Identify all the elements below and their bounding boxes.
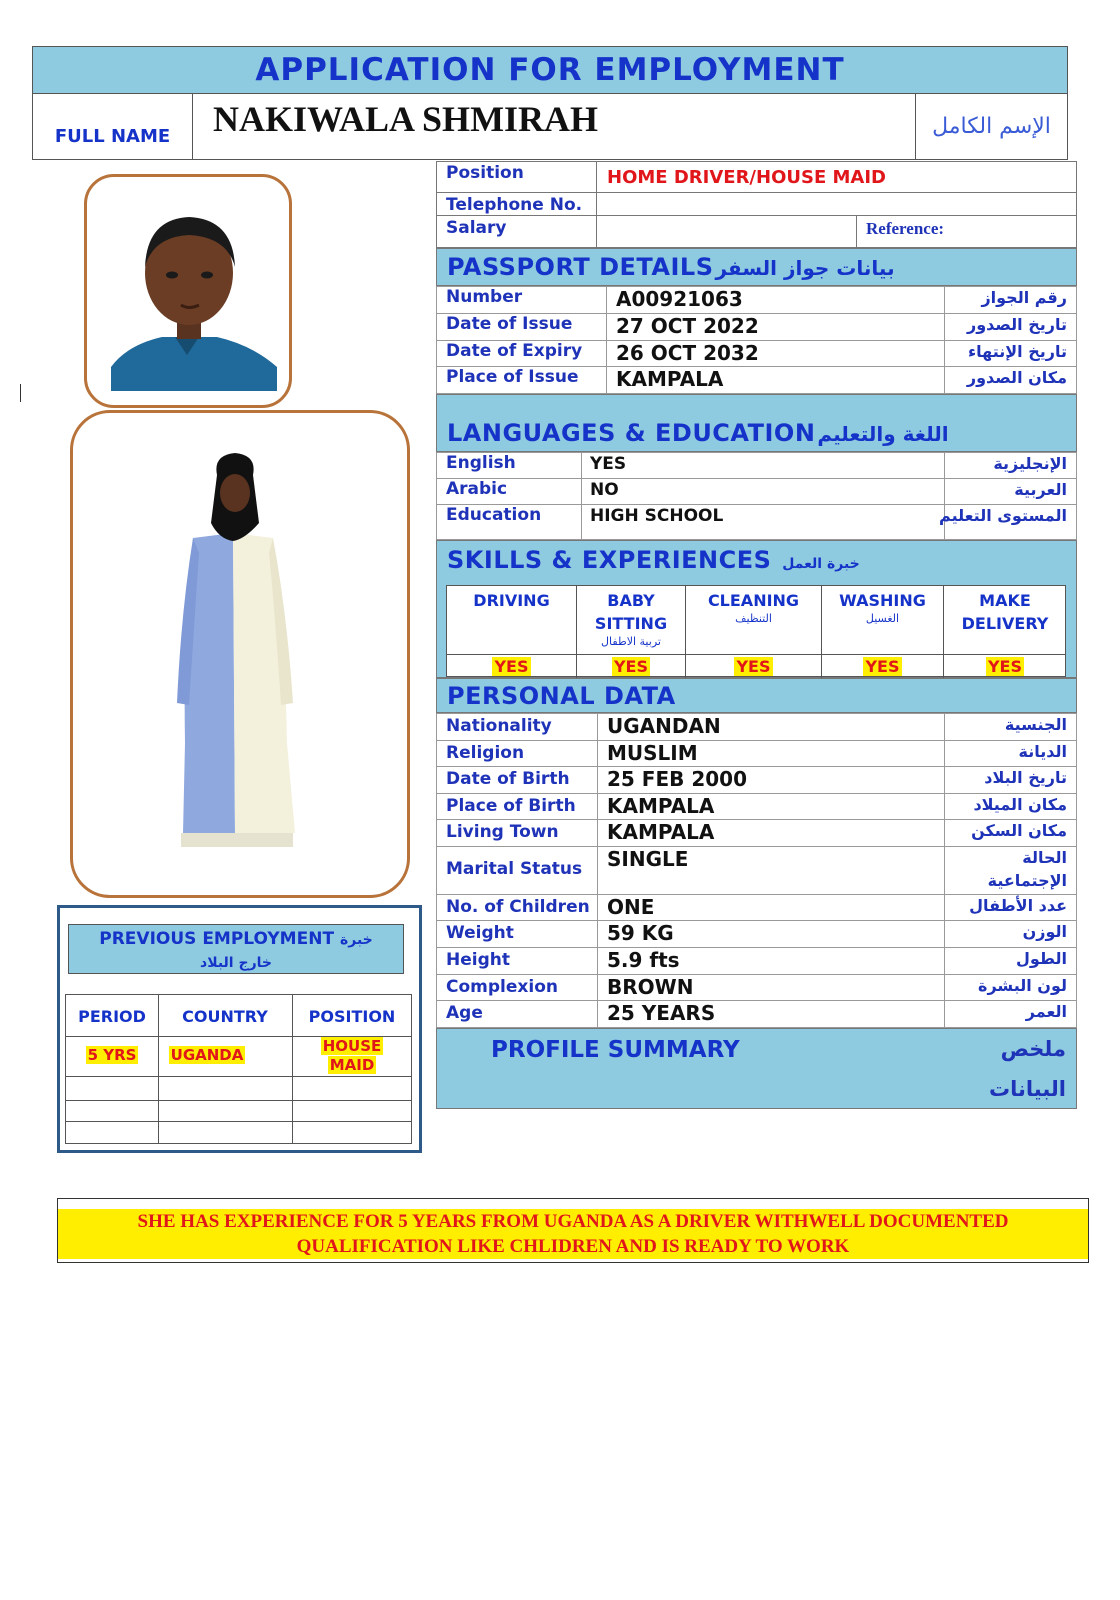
reference-label: Reference: — [866, 219, 945, 238]
personal-row-value: BROWN — [607, 975, 694, 999]
table-row-position — [292, 1037, 412, 1075]
personal-row-label-ar: الديانة — [1018, 742, 1067, 761]
passport-row-label-ar: مكان الصدور — [966, 368, 1067, 387]
passport-row-label-ar: تاريخ الإنتهاء — [967, 342, 1067, 361]
full-body-photo — [70, 410, 410, 898]
personal-row-value: 59 KG — [607, 921, 674, 945]
profile-summary-header — [436, 1028, 1077, 1109]
skill-name: MAKE — [979, 591, 1031, 610]
personal-row-label-ar: مكان السكن — [971, 821, 1067, 840]
skill-value-cell — [686, 654, 821, 678]
personal-row-label: Age — [446, 1003, 483, 1023]
previous-employment-table — [65, 994, 412, 1144]
skill-column — [686, 586, 822, 678]
page-title: APPLICATION FOR EMPLOYMENT — [255, 52, 845, 88]
personal-row-value: 25 FEB 2000 — [607, 767, 747, 791]
previous-employment-title-ar-2: خارج البلاد — [200, 955, 272, 971]
skill-name: WASHING — [839, 591, 926, 610]
position-header: POSITION — [308, 1007, 396, 1026]
passport-row-label-ar: تاريخ الصدور — [967, 315, 1067, 334]
personal-row-label: Weight — [446, 923, 514, 943]
period-header: PERIOD — [78, 1007, 146, 1026]
telephone-label: Telephone No. — [446, 195, 583, 215]
skill-column — [577, 586, 686, 678]
language-row-label: Arabic — [446, 479, 508, 499]
portrait-photo — [84, 174, 292, 408]
skill-name-line-2: SITTING — [594, 614, 668, 633]
language-row-value: YES — [590, 454, 627, 474]
passport-row-label-ar: رقم الجواز — [981, 288, 1067, 307]
skill-value-cell — [577, 654, 685, 678]
skills-title-ar: خبرة العمل — [782, 556, 860, 572]
skill-value-cell — [822, 654, 943, 678]
full-name-row — [32, 94, 1068, 160]
portrait-photo-image — [87, 177, 289, 405]
full-name-label: FULL NAME — [33, 94, 193, 159]
profile-summary-title-ar-1: ملخص — [1000, 1037, 1066, 1061]
personal-row-label: Complexion — [446, 977, 558, 997]
skill-column — [944, 586, 1066, 678]
languages-title: LANGUAGES & EDUCATION — [447, 419, 816, 447]
personal-row-label-ar: مكان الميلاد — [973, 795, 1067, 814]
text-cursor-mark — [20, 384, 21, 402]
country-header: COUNTRY — [182, 1007, 268, 1026]
previous-employment-title: PREVIOUS EMPLOYMENT — [99, 929, 335, 949]
table-row-period — [66, 1046, 158, 1065]
personal-row-label: Living Town — [446, 822, 559, 842]
languages-section-header — [436, 394, 1077, 452]
passport-title-ar: بيانات جواز السفر — [715, 256, 895, 280]
personal-row-label-ar: الوزن — [1022, 922, 1067, 941]
passport-row-value: A00921063 — [616, 287, 743, 311]
profile-summary-title-ar-2: البيانات — [989, 1077, 1066, 1101]
passport-row-label: Date of Expiry — [446, 341, 583, 361]
personal-row-label-ar: لون البشرة — [978, 976, 1067, 995]
languages-table — [436, 452, 1077, 540]
personal-row-label: Nationality — [446, 716, 552, 736]
language-row-label-ar: العربية — [1014, 480, 1067, 499]
personal-row-label: Height — [446, 950, 510, 970]
personal-row-label-ar: تاريخ البلاد — [984, 768, 1067, 787]
languages-title-ar: اللغة والتعليم — [817, 422, 949, 446]
table-row-country — [158, 1046, 256, 1065]
skill-name-ar: الغسيل — [865, 612, 900, 625]
full-body-photo-image — [73, 413, 407, 895]
skill-name-line-2: DELIVERY — [961, 614, 1049, 633]
previous-employment-header — [68, 924, 404, 974]
position-label: Position — [446, 163, 524, 183]
language-row-label-ar: الإنجليزية — [993, 454, 1067, 473]
skill-value-yes: YES — [613, 657, 649, 676]
skill-value-yes: YES — [494, 657, 529, 676]
skill-value-cell — [944, 654, 1066, 678]
period-value: 5 YRS — [87, 1046, 137, 1064]
skill-value-yes: YES — [865, 657, 900, 676]
skill-name: DRIVING — [473, 591, 550, 610]
personal-row-label-ar: الجنسية — [1004, 715, 1067, 734]
salary-label: Salary — [446, 218, 507, 238]
skill-value-cell — [447, 654, 576, 678]
personal-row-value: KAMPALA — [607, 820, 715, 844]
personal-row-label-ar: الحالة — [1022, 848, 1067, 867]
language-row-value: NO — [590, 480, 619, 500]
personal-row-label-ar: عدد الأطفال — [969, 896, 1067, 915]
profile-summary-title: PROFILE SUMMARY — [491, 1037, 740, 1063]
summary-line-1: SHE HAS EXPERIENCE FOR 5 YEARS FROM UGANDA AS A DRIVER WITHWELL DOCUMENTED — [137, 1211, 1009, 1232]
position-value: HOME DRIVER/HOUSE MAID — [607, 167, 886, 188]
skill-name: CLEANING — [707, 591, 800, 610]
summary-box — [57, 1198, 1089, 1263]
previous-employment-title-ar-1: خبرة — [339, 932, 373, 948]
personal-row-value: 25 YEARS — [607, 1001, 716, 1025]
language-row-label: Education — [446, 505, 542, 525]
skill-name: BABY — [607, 591, 655, 610]
skill-name-ar: تربية الاطفال — [601, 635, 661, 648]
language-row-label: English — [446, 453, 516, 473]
skill-column — [447, 586, 577, 678]
personal-row-label: No. of Children — [446, 897, 590, 917]
passport-row-value: 26 OCT 2032 — [616, 341, 759, 365]
personal-row-label: Place of Birth — [446, 796, 576, 816]
personal-row-label: Date of Birth — [446, 769, 570, 789]
language-row-label-ar: المستوى التعليم — [939, 506, 1067, 525]
position-value-2: MAID — [329, 1056, 375, 1074]
personal-row-value: SINGLE — [607, 847, 689, 871]
passport-row-value: 27 OCT 2022 — [616, 314, 759, 338]
personal-title: PERSONAL DATA — [447, 682, 676, 710]
passport-row-label: Date of Issue — [446, 314, 573, 334]
personal-row-label: Religion — [446, 743, 525, 763]
country-value: UGANDA — [170, 1046, 244, 1064]
passport-section-header — [436, 248, 1077, 286]
skill-column — [822, 586, 944, 678]
skills-title: SKILLS & EXPERIENCES — [447, 546, 772, 574]
personal-section-header — [436, 678, 1077, 713]
passport-row-label: Number — [446, 287, 523, 307]
personal-row-label-ar: العمر — [1025, 1002, 1067, 1021]
skill-value-yes: YES — [736, 657, 771, 676]
skill-name-ar: التنظيف — [735, 612, 772, 625]
skill-value-yes: YES — [987, 657, 1023, 676]
personal-row-value: KAMPALA — [607, 794, 715, 818]
personal-row-label: Marital Status — [446, 859, 583, 879]
title-bar — [32, 46, 1068, 94]
summary-line-2: QUALIFICATION LIKE CHLIDREN AND IS READY TO WORK — [296, 1236, 850, 1257]
position-value-1: HOUSE — [322, 1037, 382, 1055]
full-name-label-ar: الإسم الكامل — [915, 94, 1067, 159]
personal-row-label-ar-2: الإجتماعية — [987, 871, 1067, 890]
language-row-value: HIGH SCHOOL — [590, 506, 724, 526]
full-name-value: NAKIWALA SHMIRAH — [213, 99, 599, 139]
personal-row-value: ONE — [607, 895, 655, 919]
passport-row-label: Place of Issue — [446, 367, 579, 387]
personal-row-value: MUSLIM — [607, 741, 698, 765]
personal-row-value: 5.9 fts — [607, 948, 680, 972]
skills-table — [446, 585, 1066, 677]
personal-row-label-ar: الطول — [1016, 949, 1067, 968]
personal-row-value: UGANDAN — [607, 714, 721, 738]
passport-title: PASSPORT DETAILS — [447, 253, 714, 281]
previous-employment-box — [57, 905, 422, 1153]
passport-row-value: KAMPALA — [616, 367, 724, 391]
